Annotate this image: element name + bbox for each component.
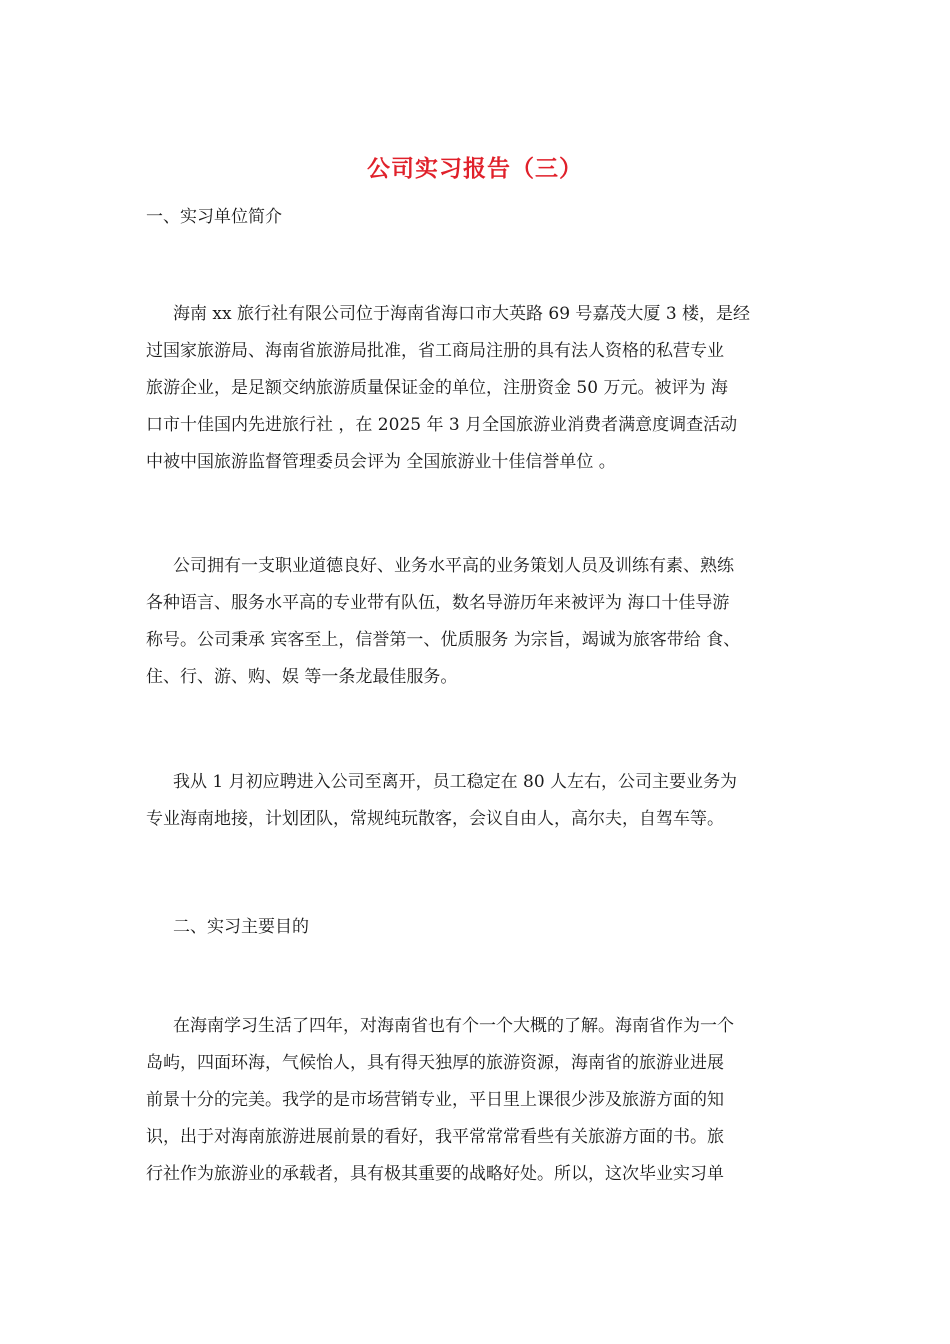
- paragraph-line: 过国家旅游局、海南省旅游局批准，省工商局注册的具有法人资格的私营专业: [146, 341, 724, 361]
- paragraph-line: 各种语言、服务水平高的专业带有队伍，数名导游历年来被评为 海口十佳导游: [146, 593, 730, 613]
- paragraph-line: 中被中国旅游监督管理委员会评为 全国旅游业十佳信誉单位 。: [146, 452, 616, 472]
- paragraph-line: 海南 xx 旅行社有限公司位于海南省海口市大英路 69 号嘉茂大厦 3 楼，是经: [173, 304, 751, 324]
- paragraph-line: 称号。公司秉承 宾客至上，信誉第一、优质服务 为宗旨，竭诚为旅客带给 食、: [146, 630, 741, 650]
- section-heading-intro: 一、实习单位简介: [146, 207, 282, 227]
- paragraph-line: 在海南学习生活了四年，对海南省也有个一个大概的了解。海南省作为一个: [173, 1016, 734, 1036]
- paragraph-business-scope: [146, 764, 826, 838]
- paragraph-line: 我从 1 月初应聘进入公司至离开，员工稳定在 80 人左右，公司主要业务为: [173, 772, 738, 792]
- paragraph-line: 口市十佳国内先进旅行社 ，在 2025 年 3 月全国旅游业消费者满意度调查活动: [146, 415, 738, 435]
- paragraph-line: 行社作为旅游业的承载者，具有极其重要的战略好处。所以，这次毕业实习单: [146, 1164, 724, 1184]
- paragraph-line: 住、行、游、购、娱 等一条龙最佳服务。: [146, 667, 458, 687]
- paragraph-company-intro: [146, 296, 826, 481]
- paragraph-line: 前景十分的完美。我学的是市场营销专业，平日里上课很少涉及旅游方面的知: [146, 1090, 724, 1110]
- paragraph-company-team: [146, 548, 826, 696]
- section-heading-purpose: 二、实习主要目的: [173, 917, 309, 937]
- paragraph-line: 专业海南地接，计划团队，常规纯玩散客，会议自由人，高尔夫，自驾车等。: [146, 809, 724, 829]
- paragraph-line: 岛屿，四面环海，气候怡人，具有得天独厚的旅游资源，海南省的旅游业进展: [146, 1053, 724, 1073]
- paragraph-line: 旅游企业，是足额交纳旅游质量保证金的单位，注册资金 50 万元。被评为 海: [146, 378, 728, 398]
- paragraph-line: 识，出于对海南旅游进展前景的看好，我平常常常看些有关旅游方面的书。旅: [146, 1127, 724, 1147]
- document-title: 公司实习报告（三）: [367, 155, 583, 182]
- paragraph-internship-purpose: [146, 1008, 826, 1193]
- paragraph-line: 公司拥有一支职业道德良好、业务水平高的业务策划人员及训练有素、熟练: [173, 556, 734, 576]
